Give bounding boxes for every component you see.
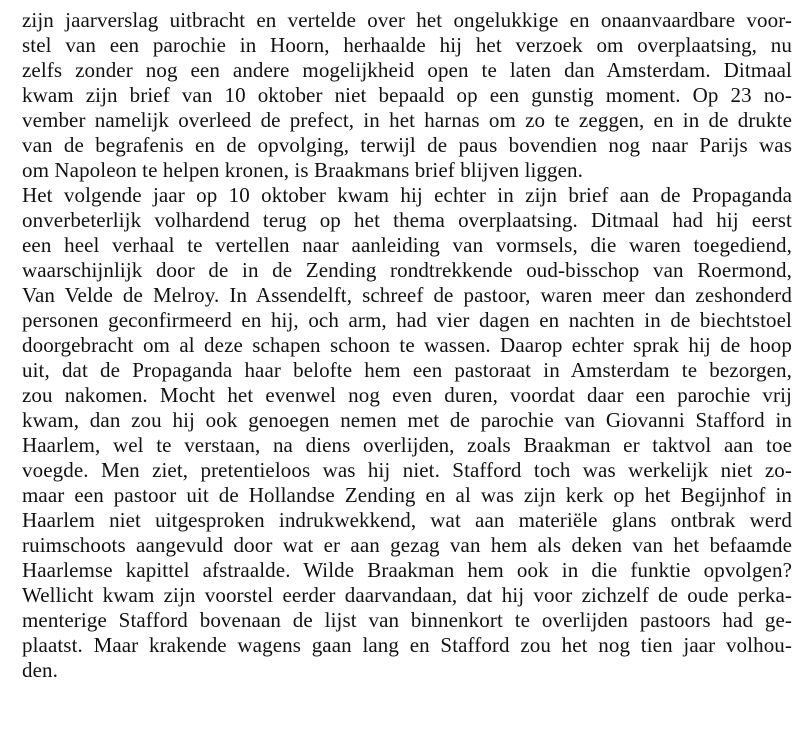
text-line: van de begrafenis en de opvolging, terwijl de paus bovendien nog naar Parijs was [22,133,792,157]
text-line: waarschijnlijk door de in de Zending rondtrekkende oud-bisschop van Roermond, [22,258,792,282]
text-line: kwam zijn brief van 10 oktober niet bepaald op een gunstig moment. Op 23 no- [22,83,792,107]
text-line: den. [22,658,58,682]
text-line [22,708,792,733]
text-line: vember namelijk overleed de prefect, in het harnas om zo te zeggen, en in de drukte [22,108,792,132]
text-line: zou nakomen. Mocht het evenwel nog even duren, voordat daar een parochie vrij [22,383,792,407]
text-line: uit, dat de Propaganda haar belofte hem een pastoraat in Amsterdam te bezorgen, [22,358,792,382]
text-line: ruimschoots aangevuld door wat er aan gezag van hem als deken van het befaamde [22,533,792,557]
text-line: Het volgende jaar op 10 oktober kwam hij echter in zijn brief aan de Propaganda [22,183,792,207]
text-line: plaatst. Maar krakende wagens gaan lang en Stafford zou het nog tien jaar volhou- [22,633,792,657]
text-line: personen geconfirmeerd en hij, och arm, had vier dagen en nachten in de biechtstoel [22,308,792,332]
text-line [22,683,792,708]
text-line: doorgebracht om al deze schapen schoon te wassen. Daarop echter sprak hij de hoop [22,333,792,357]
text-line: voegde. Men ziet, pretentieloos was hij niet. Stafford toch was werkelijk niet zo- [22,458,792,482]
text-line: Haarlem niet uitgesproken indrukwekkend, wat aan materiële glans ontbrak werd [22,508,792,532]
text-line: om Napoleon te helpen kronen, is Braakmans brief blijven liggen. [22,158,584,182]
paragraph-1 [22,8,792,183]
text-line: Haarlem, wel te verstaan, na diens overlijden, zoals Braakman er taktvol aan toe [22,433,792,457]
text-line: menterige Stafford bovenaan de lijst van binnenkort te overlijden pastoors had ge- [22,608,792,632]
paragraph-2 [22,183,792,733]
text-line: zijn jaarverslag uitbracht en vertelde over het ongelukkige en onaanvaardbare voor- [22,8,792,32]
text-line: Van Velde de Melroy. In Assendelft, schreef de pastoor, waren meer dan zeshonderd [22,283,792,307]
text-line: maar een pastoor uit de Hollandse Zending en al was zijn kerk op het Begijnhof in [22,483,792,507]
text-line: kwam, dan zou hij ook genoegen nemen met de parochie van Giovanni Stafford in [22,408,792,432]
text-line: een heel verhaal te vertellen naar aanleiding van vormsels, die waren toegediend, [22,233,792,257]
text-line: Wellicht kwam zijn voorstel eerder daarvandaan, dat hij voor zichzelf de oude perka- [22,583,792,607]
text-line: stel van een parochie in Hoorn, herhaalde hij het verzoek om overplaatsing, nu [22,33,792,57]
document-page [22,8,792,733]
text-line: Haarlemse kapittel afstraalde. Wilde Braakman hem ook in die funktie opvolgen? [22,558,792,582]
text-line: onverbeterlijk volhardend terug op het thema overplaatsing. Ditmaal had hij eerst [22,208,792,232]
text-line: zelfs zonder nog een andere mogelijkheid open te laten dan Amsterdam. Ditmaal [22,58,792,82]
